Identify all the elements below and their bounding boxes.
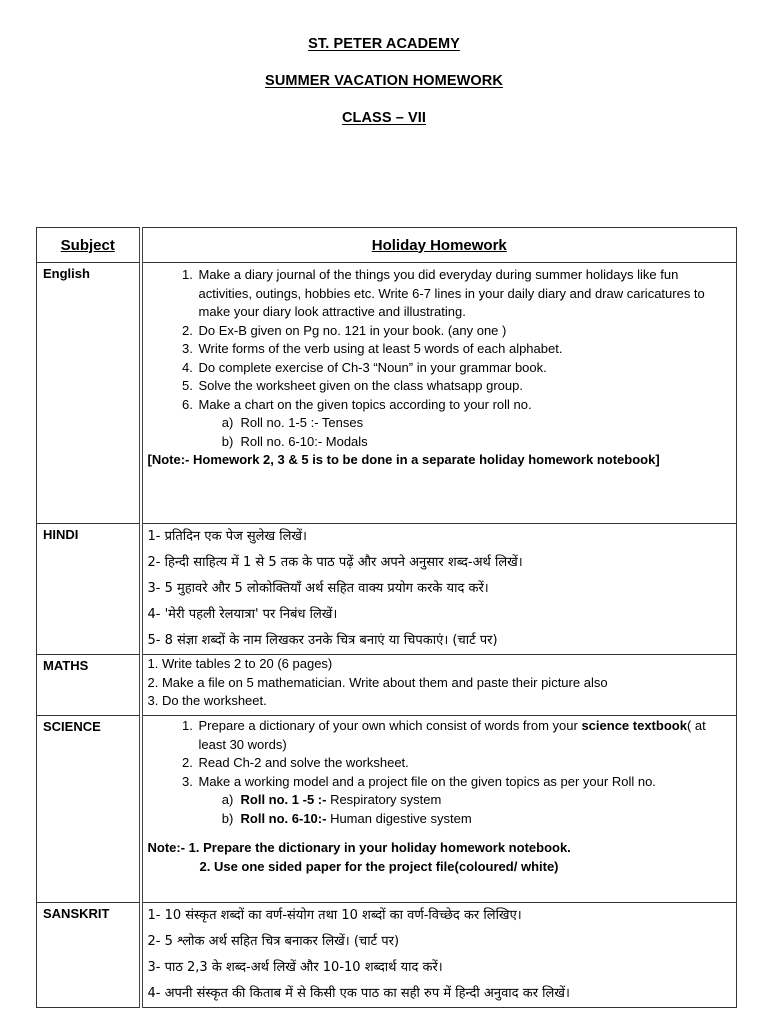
english-task-list [148, 266, 731, 451]
hindi-homework [141, 524, 737, 655]
list-item: 3. Write forms of the verb using at least 5 words of each alphabet. [197, 340, 731, 359]
list-item: 3. Do the worksheet. [147, 693, 267, 708]
subject-column-header: Subject [37, 228, 141, 263]
sub-list-item: a. Roll no. 1-5 :- Tenses [241, 414, 731, 433]
sub-list-item: b. Roll no. 6-10:- Modals [241, 433, 731, 452]
list-item: 1. Write tables 2 to 20 (6 pages) [147, 656, 333, 671]
table-row [37, 263, 737, 524]
topic-text: Respiratory system [326, 792, 442, 807]
list-item: 1- 10 संस्कृत शब्दों का वर्ण-संयोग तथा 10 शब्दों का वर्ण-विच्छेद कर लिखिए। [147, 908, 522, 923]
list-item-text: Prepare a dictionary of your own which consist of words from your [198, 718, 582, 733]
sub-list-item [241, 810, 731, 829]
document-title: SUMMER VACATION HOMEWORK [265, 73, 503, 89]
list-item-text: ( at least 30 words) [198, 718, 706, 752]
subject-maths: MATHS [37, 655, 141, 716]
table-row [37, 524, 737, 655]
sub-list-item [241, 791, 731, 810]
subject-sanskrit: SANSKRIT [37, 903, 141, 1008]
table-row [37, 903, 737, 1008]
subject-english: English [37, 263, 141, 524]
list-item: 4. Do complete exercise of Ch-3 “Noun” in your grammar book. [197, 359, 731, 378]
english-note: [Note:- Homework 2, 3 & 5 is to be done in a separate holiday homework notebook] [147, 452, 660, 467]
list-item: 2- हिन्दी साहित्य में 1 से 5 तक के पाठ पढ़ें और अपने अनुसार शब्द-अर्थ लिखें। [147, 555, 523, 570]
list-item: 3- पाठ 2,3 के शब्द-अर्थ लिखें और 10-10 शब्दार्थ याद करें। [147, 960, 443, 975]
subject-science: SCIENCE [37, 716, 141, 903]
subject-hindi: HINDI [37, 524, 141, 655]
roll-topic-list [199, 414, 731, 451]
roll-range: Roll no. 6-10:- [240, 810, 327, 826]
sanskrit-homework [141, 903, 737, 1008]
list-item: 2. Do Ex-B given on Pg no. 121 in your book. (any one ) [197, 322, 731, 341]
list-item: 1- प्रतिदिन एक पेज सुलेख लिखें। [147, 529, 307, 544]
list-item: 5- 8 संज्ञा शब्दों के नाम लिखकर उनके चित्र बनाएं या चिपकाएं। (चार्ट पर) [147, 633, 498, 648]
table-row [37, 655, 737, 716]
school-name: ST. PETER ACADEMY [308, 36, 460, 52]
class-label: CLASS – VII [341, 110, 427, 126]
table-header-row [37, 228, 737, 263]
table-row [37, 716, 737, 903]
topic-text: Human digestive system [326, 810, 472, 826]
roll-topic-list [199, 791, 731, 828]
list-item: 2. Read Ch-2 and solve the worksheet. [197, 754, 731, 773]
document-header [0, 36, 768, 130]
english-homework [141, 263, 737, 524]
list-item: 5. Solve the worksheet given on the class whatsapp group. [197, 377, 731, 396]
list-item [197, 717, 731, 754]
list-item: 2- 5 श्लोक अर्थ सहित चित्र बनाकर लिखें। (चार्ट पर) [147, 934, 400, 949]
science-note-line-1: Note:- 1. Prepare the dictionary in your holiday homework notebook. [147, 840, 571, 855]
science-textbook-emphasis: science textbook [581, 718, 687, 733]
list-item [197, 773, 731, 829]
list-item-text: Make a chart on the given topics according to your roll no. [198, 396, 532, 412]
list-item [197, 396, 731, 452]
homework-column-header: Holiday Homework [141, 228, 737, 263]
list-item: 4- 'मेरी पहली रेलयात्रा' पर निबंध लिखें। [147, 607, 338, 622]
list-item: 1. Make a diary journal of the things you did everyday during summer holidays like fun activities, outings, hobbies etc. Write 6-7 lines in your daily diary and draw caricatures to make your diary look attractive and illustrating. [197, 266, 731, 322]
science-note [148, 839, 731, 876]
list-item: 3- 5 मुहावरे और 5 लोकोक्तियाँ अर्थ सहित वाक्य प्रयोग करके याद करें। [147, 581, 489, 596]
science-task-list [148, 717, 731, 828]
list-item: 4- अपनी संस्कृत की किताब में से किसी एक पाठ का सही रुप में हिन्दी अनुवाद कर लिखें। [147, 986, 570, 1001]
roll-range: Roll no. 1 -5 :- [240, 792, 327, 807]
list-item: 2. Make a file on 5 mathematician. Write about them and paste their picture also [147, 674, 608, 690]
homework-table [36, 227, 737, 1008]
science-note-line-2: 2. Use one sided paper for the project file(coloured/ white) [199, 858, 559, 874]
maths-homework [141, 655, 737, 716]
science-homework [141, 716, 737, 903]
list-item-text: Make a working model and a project file on the given topics as per your Roll no. [198, 773, 656, 789]
